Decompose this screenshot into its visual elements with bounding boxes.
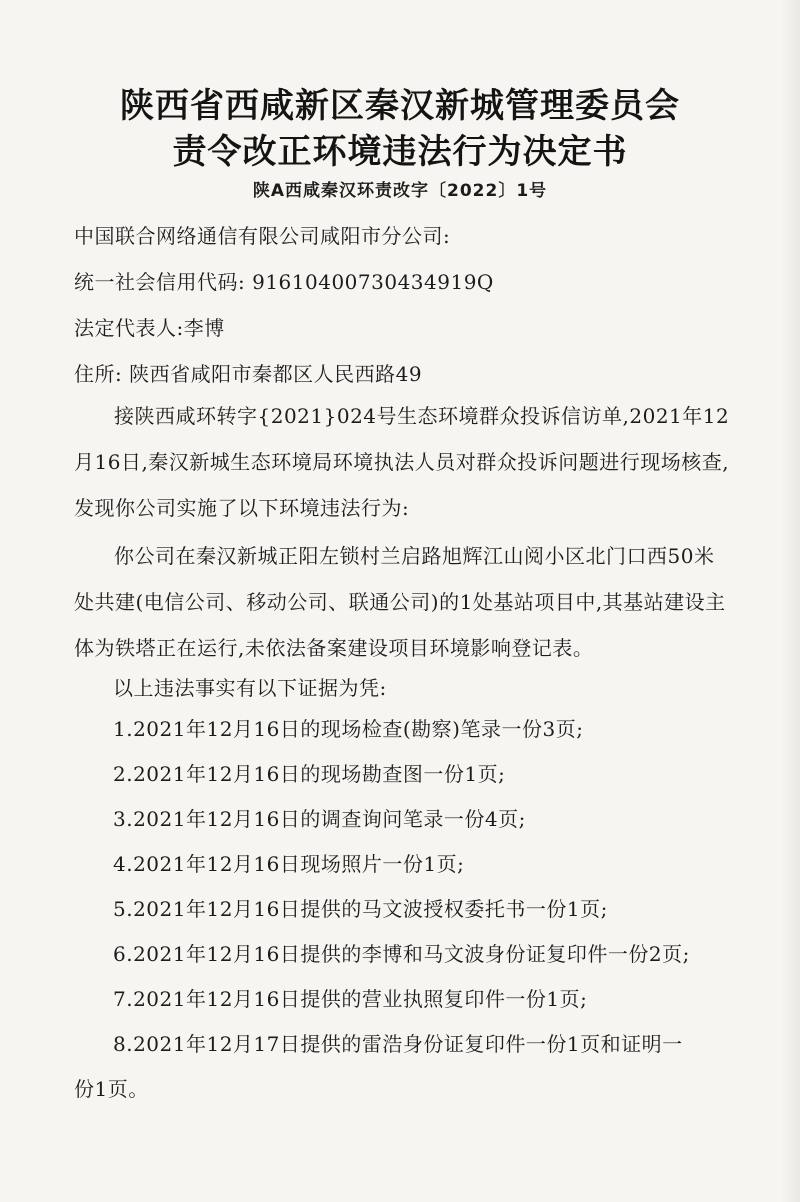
evidence-item: 2.2021年12月16日的现场勘查图一份1页;: [113, 762, 506, 786]
evidence-item: 1.2021年12月16日的现场检查(勘察)笔录一份3页;: [113, 717, 584, 741]
page-edge-shadow: [780, 0, 800, 1202]
evidence-intro: 以上违法事实有以下证据为凭:: [113, 676, 387, 700]
evidence-item-8-continued: 份1页。: [74, 1077, 149, 1101]
document-title-line2: 责令改正环境违法行为决定书: [172, 132, 628, 172]
address-line: 住所: 陕西省咸阳市秦都区人民西路49: [74, 362, 423, 386]
paragraph-complaint: 接陕西咸环转字{2021}024号生态环境群众投诉信访单,2021年12月16日,秦汉新城生态环境局环境执法人员对群众投诉问题进行现场核查,发现你公司实施了以下环境违法行为:: [74, 404, 730, 520]
recipient-line: 中国联合网络通信有限公司咸阳市分公司:: [74, 224, 451, 248]
evidence-item: 7.2021年12月16日提供的营业执照复印件一份1页;: [113, 987, 588, 1011]
credit-code-line: 统一社会信用代码: 91610400730434919Q: [74, 270, 494, 294]
evidence-item: 4.2021年12月16日现场照片一份1页;: [113, 852, 465, 876]
document-title-line1: 陕西省西咸新区秦汉新城管理委员会: [120, 86, 680, 126]
evidence-item-8: 8.2021年12月17日提供的雷浩身份证复印件一份1页和证明一: [113, 1032, 683, 1056]
paragraph-violation: 你公司在秦汉新城正阳左锁村兰启路旭辉江山阅小区北门口西50米处共建(电信公司、移动公司、联通公司)的1处基站项目中,其基站建设主体为铁塔正在运行,未依法备案建设项目环境影响登记表。: [74, 544, 726, 660]
evidence-item: 5.2021年12月16日提供的马文波授权委托书一份1页;: [113, 897, 608, 921]
legal-rep-line: 法定代表人:李博: [74, 316, 225, 340]
evidence-item: 3.2021年12月16日的调查询问笔录一份4页;: [113, 807, 526, 831]
evidence-item: 6.2021年12月16日提供的李博和马文波身份证复印件一份2页;: [113, 942, 690, 966]
document-number: 陕A西咸秦汉环责改字〔2022〕1号: [252, 181, 548, 201]
